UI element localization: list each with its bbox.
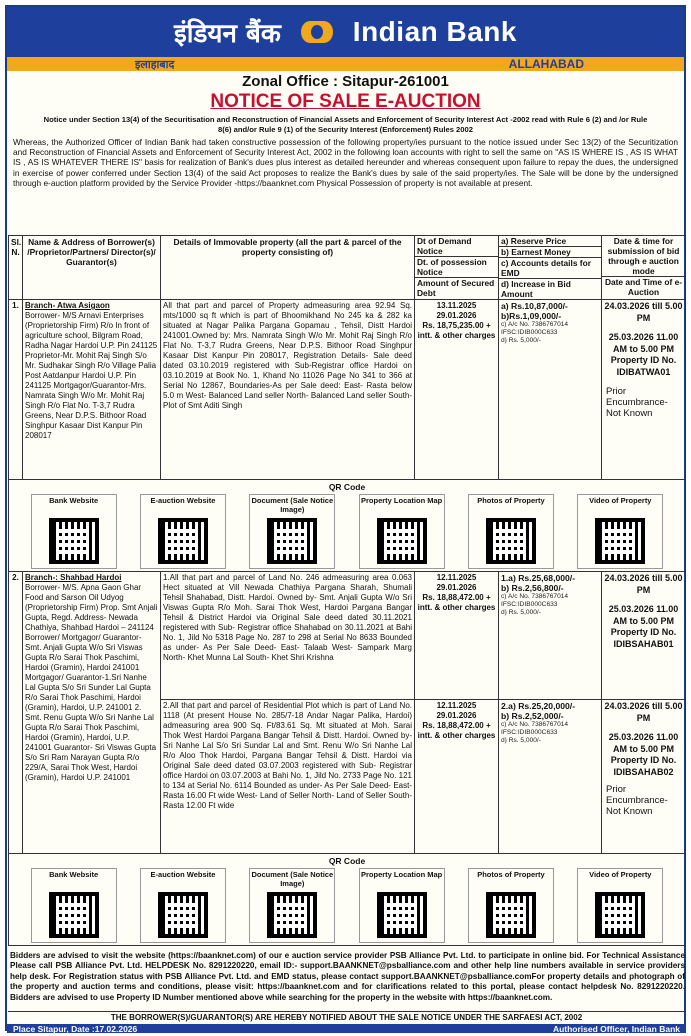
property-cell: All that part and parcel of Property admeasuring area 92.94 Sq. mts/1000 sq ft which is part of Bhoomikhand No 245 ka & 282 ka situated at Nagar Palika Pargana Gopamau , Tehsil, Distt Hardoi 241001.Owned by: Mrs. Namrata Singh W/o Mr. Mohit Raj Singh R/o Flat No. T-3,7 Rudra Greens, Near D.P.S. Bithoor Road Singhpur Kasaar Dist Kanpur Pin 208017, Registration Details- Sale deed dated 03.10.2019 registered with Sub-Registrar office Hardoi on 03.10.2019 at Book No. 1, Khand No 11026 Page No 341 to 366 at Serial No 12867, Boundaries-As per Sale deed: East- Rasta below 5.0 m West- Balanced Land seller North- Balanced Land seller South-Plot of Smt Aditi Singh: [161, 300, 415, 480]
qr-code-icon: [486, 518, 536, 564]
col-header-sn: Sl. N.: [9, 236, 23, 300]
auction-cell: 24.03.2026 till 5.00 PM 25.03.2026 11.00 AM to 5.00 PM Property ID No. IDIBSAHAB01: [602, 572, 686, 700]
price-cell: 2.a) Rs.25,20,000/- b) Rs.2,52,000/- c) A/c No. 7386767014 IFSC:IDIB000C633 d) Rs. 5,000/-: [499, 700, 602, 854]
col-header-property: Details of Immovable property (all the part & parcel of the property consisting of): [161, 236, 415, 300]
qr-code-icon: [377, 892, 427, 938]
bank-name-english: Indian Bank: [352, 16, 517, 47]
row-sn: 1.: [9, 300, 23, 480]
price-cell: a) Rs.10,87,000/- b)Rs.1,09,000/- c) A/c No. 7386767014 IFSC:IDIB000C633 d) Rs. 5,000/-: [499, 300, 602, 480]
qr-row-1: [9, 480, 686, 572]
bank-header: [7, 7, 684, 57]
qr-row-2: [9, 854, 686, 946]
qr-photos[interactable]: Photos of Property: [468, 494, 554, 569]
qr-location-map[interactable]: Property Location Map: [359, 868, 445, 943]
qr-code-icon: [158, 892, 208, 938]
qr-eauction-website[interactable]: E-auction Website: [140, 494, 226, 569]
col-header-dates: Dt of Demand Notice Dt. of possession Notice Amount of Secured Debt: [415, 236, 499, 300]
bank-logo-icon: [299, 17, 335, 47]
dates-cell: 13.11.2025 29.01.2026 Rs. 18,75,235.00 + intt. & other charges: [415, 300, 499, 480]
table-row: [9, 300, 686, 480]
qr-photos[interactable]: Photos of Property: [468, 868, 554, 943]
qr-bank-website[interactable]: Bank Website: [31, 868, 117, 943]
table-header-row: [9, 236, 686, 300]
borrower-cell: [23, 300, 161, 480]
qr-code-icon: [267, 518, 317, 564]
sarfaesi-notice: THE BORROWER(S)/GUARANTOR(S) ARE HEREBY NOTIFIED ABOUT THE SALE NOTICE UNDER THE SARFAESI ACT, 2002: [8, 1011, 685, 1022]
signatory: Authorised Officer, Indian Bank: [552, 1023, 680, 1034]
qr-title: QR Code: [328, 482, 366, 492]
col-header-price: a) Reserve Price b) Earnest Money c) Accounts details for EMD d) Increase in Bid Amount: [499, 236, 602, 300]
qr-bank-website[interactable]: Bank Website: [31, 494, 117, 569]
col-header-auction: Date & time for submission of bid through e auction mode Date and Time of e-Auction: [602, 236, 686, 300]
qr-code-icon: [595, 518, 645, 564]
allahabad-strip: [7, 57, 684, 71]
qr-code-icon: [267, 892, 317, 938]
intro-paragraph: Whereas, the Authorized Officer of Indian Bank had taken constructive possession of the following property/ies pursuant to the notice issued under Sec 13(2) of the Securitization and Reconstruction of Financial Assets and Enforcement of Security Interest Act, 2002 in the following loan accounts with right to sell the same on "AS IS WHERE IS , AS IS WHAT IS , AS IS WHATEVER THERE IS" basis for realization of Bank's dues plus interest as detailed hereunder and whereas consequent upon failure to repay the dues, the undersigned in exercise of power conferred under Section 13(4) of the said Act proposes to realize the Bank's dues by sale of the said property/ies. The Sale will be done by the undersigned through e-auction platform provided by the Service Provider -https://baanknet.com Physical Possession of property is not available at present.: [13, 137, 678, 188]
dates-cell: 12.11.2025 29.01.2026 Rs. 18,88,472.00 + intt. & other charges: [415, 572, 499, 700]
branch-name: Branch- Atwa Asigaon: [25, 301, 110, 310]
sale-notice: [5, 5, 686, 1034]
footer-instructions: Bidders are advised to visit the website (https://baanknet.com) of our e auction service provider PSB Alliance Pvt. Ltd. to participate in online bid. For Technical Assistance Please call PSB Alliance Pvt. Ltd. HELPDESK No. 8291220220, email ID:- support.BAANKNET@psballiance.com and other help line numbers available in service providers help desk. For Registration status with PSB Alliance Pvt. Ltd. and EMD status, please contact support.BAANKNET@psballiance.comFor property details and photograph of the property and auction terms and conditions, please visit: https://baanknet.com and for clarifications related to this portal, please contact helpdesk No. 8291220220. Bidders are advised to use Property ID Number mentioned above while searching for the property in the website with https://baanknet.com.: [10, 951, 685, 1002]
notice-title: NOTICE OF SALE E-AUCTION: [210, 91, 481, 112]
zonal-office: Zonal Office : Sitapur-261001: [242, 73, 449, 90]
borrower-details: Borrower- M/S. Apna Gaon Ghar Food and Sarson Oil Udyog (Proprietorship Firm) Prop. Smt Anjali Gupta, Regd. Address- Newada Chathiya, Shahbad Hardoi – 241124 Borrower/ Mortgagor/ Guarantor- Smt. Anjali Gupta W/o Sri Viswas Gupta R/o Sarai Thok Paschimi, Hardoi (Gramin), Hardoi 241001 Mortgagor/ Guarantor-1.Sri Nanhe Lal Gupta S/o Sri Sunder Lal Gupta R/o Sarai Thok Paschimi, Hardoi (Gramin), Hardoi, U.P. 241001 2. Smt. Renu Gupta W/o Sri Nanhe Lal Gupta R/o Sarai Thok Paschimi, Hardoi (Gramin), Hardoi, U.P. 241001 Guarantor- Sri Viswas Gupta S/o Sri Ram Narayan Gupta R/o 229/A, Sarai Thok West, Hardoi (Gramin), Hardoi U.P. 241001: [25, 583, 158, 782]
auction-cell: 24.03.2026 till 5.00 PM 25.03.2026 11.00 AM to 5.00 PM Property ID No. IDIBATWA01 Prior Encumbrance- Not Known: [602, 300, 686, 480]
dates-cell: 12.11.2025 29.01.2026 Rs. 18,88,472.00 + intt. & other charges: [415, 700, 499, 854]
notice-subtitle: Notice under Section 13(4) of the Securitisation and Reconstruction of Financial Assets and Enforcement of Security Interest Act -2002 read with Rule 6 (2) and /or Rule 8(6) and/or Rule 9 (1) of the Security Interest (Enforcement) Rules 2002: [43, 115, 648, 134]
qr-document[interactable]: Document (Sale Notice Image): [249, 494, 335, 569]
qr-location-map[interactable]: Property Location Map: [359, 494, 445, 569]
sale-table: [8, 235, 686, 946]
qr-eauction-website[interactable]: E-auction Website: [140, 868, 226, 943]
row-sn: 2.: [9, 572, 23, 854]
branch-name: Branch-: Shahbad Hardoi: [25, 573, 122, 582]
qr-code-icon: [486, 892, 536, 938]
allahabad-hindi: इलाहाबाद: [135, 57, 175, 71]
price-cell: 1.a) Rs.25,68,000/- b) Rs.2,56,800/- c) A/c No. 7386767014 IFSC:IDIB000C633 d) Rs. 5,000/-: [499, 572, 602, 700]
allahabad-english: ALLAHABAD: [508, 57, 584, 71]
property-cell-2: 2.All that part and parcel of Residential Plot which is part of Land No. 1118 (At present House No. 285/7-18 Andar Nagar Palika, Hardoi) admeasuring area 900 Sq. Ft/83.61 Sq. Mt situated at Moh. Sarai Thok West Hardoi Pargana Bangar Tehsil & Distt. Hardoi. Owned by- Sri Nanhe Lal S/o Sri Sundar Lal and Smt. Renu W/o Sri Nanhe Lal R/o Aloo Thok Hardoi, Pargana Bangar Tehsil & Distt. Hardoi via Original Sale deed dated 03.07.2003 registered with Sub- Registrar office Hardoi on 03.07.2003 at Bahi No. 1, Jild No. 2733 Page No. 121 to 134 at Serial No. 6114 Bounded as under- As Per Sale Deed- East- Rasta 16.00 Ft wide West- Land of Seller North- Land of Seller South- Rasta 12.00 Ft wide: [161, 700, 415, 854]
place-date: Place Sitapur, Date :17.02.2026: [13, 1023, 138, 1034]
borrower-cell: [23, 572, 161, 854]
qr-title: QR Code: [328, 856, 366, 866]
bottom-bar: [7, 1024, 686, 1033]
col-header-borrower: Name & Address of Borrower(s) /Proprietor/Partners/ Director(s)/ Guarantor(s): [23, 236, 161, 300]
qr-code-icon: [49, 518, 99, 564]
qr-code-icon: [158, 518, 208, 564]
qr-video[interactable]: Video of Property: [577, 868, 663, 943]
qr-code-icon: [595, 892, 645, 938]
table-row: [9, 572, 686, 700]
property-cell-1: 1.All that part and parcel of Land No. 246 admeasuring area 0.063 Hect situated at Vill Newada Chathiya Pargana Sharah, Shumali Tehsil Shahabad, Distt. Hardoi. Owned by- Smt. Anjali Gupta W/o Sri Viswas Gupta R/o Moh. Sarai Thok West, Hardoi Pargana Bangar Tehsil & District Hardoi via Original Sale deed dated 30.11.2021 registered with Sub- Registrar office Shahabad on 30.11.2021 at Bahi No. 1, Jild No 5318 Page No. 287 to 298 at Serial No 8633 Bounded as under- As Per Sale Deed- East- Talaab West- Sampark Marg North- Khet Munna Lal South- Khet Shri Krishna: [161, 572, 415, 700]
qr-video[interactable]: Video of Property: [577, 494, 663, 569]
auction-cell: 24.03.2026 till 5.00 PM 25.03.2026 11.00 AM to 5.00 PM Property ID No. IDIBSAHAB02 Prior Encumbrance- Not Known: [602, 700, 686, 854]
borrower-details: Borrower- M/S Arnavi Enterprises (Proprietorship Firm) R/o In front of agriculture school, Bilgram Road, Radha Nagar Hardoi U.P. Pin 241125 Proprietor-Mr. Mohit Raj Singh S/o Mr. Sudhakar Singh R/o Village Palia Post Aatdanpur Hardoi U.P. Pin 241125 Mortgagor/Guarantor-Mrs. Namrata Singh W/o Mr. Mohit Raj Singh R/o Flat No. T-3,7 Rudra Greens, Near D.P.S. Bithoor Road Singhpur Kasaar Dist Kanpur Pin 208017: [25, 311, 158, 440]
qr-code-icon: [49, 892, 99, 938]
qr-code-icon: [377, 518, 427, 564]
qr-document[interactable]: Document (Sale Notice Image): [249, 868, 335, 943]
bank-name-hindi: इंडियन बैंक: [174, 19, 281, 49]
